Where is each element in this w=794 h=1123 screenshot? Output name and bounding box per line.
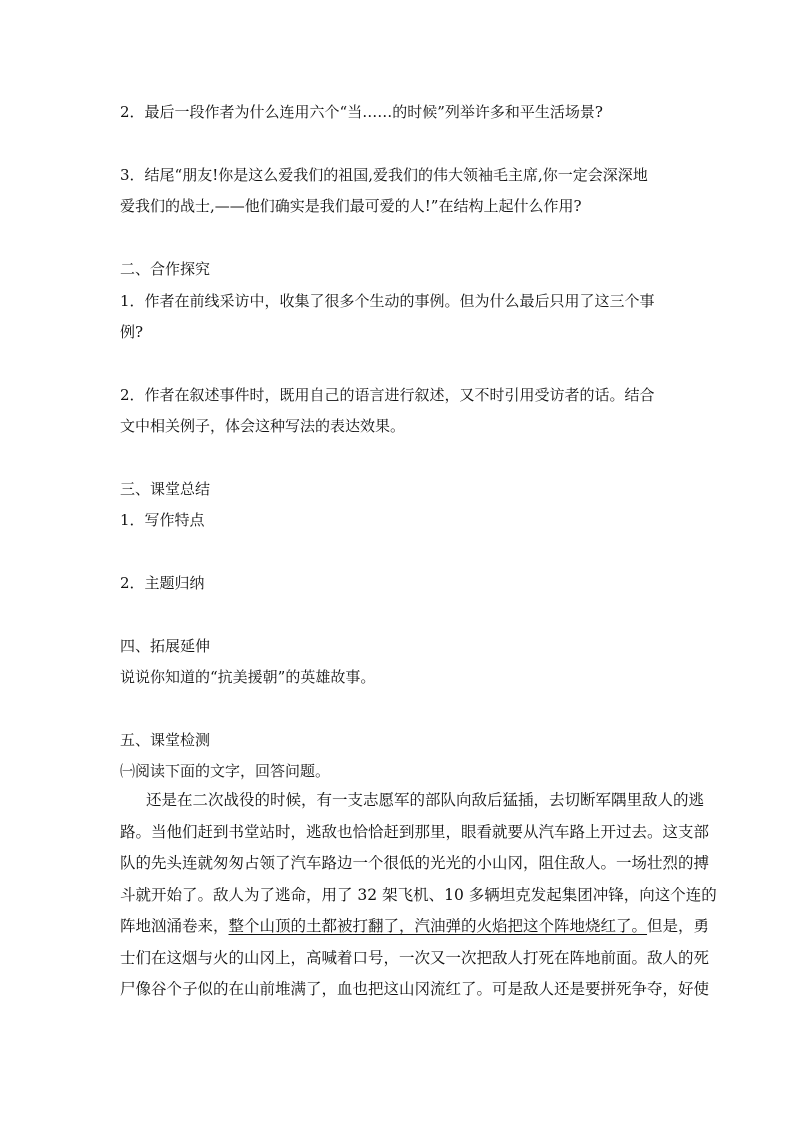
section-4-heading: 四、拓展延伸 (120, 637, 211, 655)
passage-line-3: 队的先头连就匆匆占领了汽车路边一个很低的光光的小山冈，阻住敌人。一场壮烈的搏 (120, 854, 710, 872)
section-2-question-2-line-1: 2．作者在叙述事件时，既用自己的语言进行叙述，又不时引用受访者的话。结合 (120, 386, 655, 404)
section-3-heading: 三、课堂总结 (120, 480, 211, 498)
passage-line-1: 还是在二次战役的时候，有一支志愿军的部队向敌后猛插，去切断军隅里敌人的逃 (146, 791, 705, 809)
question-2: 2．最后一段作者为什么连用六个“当……的时候”列举许多和平生活场景? (120, 103, 603, 121)
passage-line-4: 斗就开始了。敌人为了逃命，用了 32 架飞机、10 多辆坦克发起集团冲锋，向这个连的 (120, 886, 717, 904)
section-3-item-2: 2．主题归纳 (120, 574, 205, 592)
passage-line-5-after: 但是，勇 (647, 917, 710, 935)
section-5-sub-heading: ㈠阅读下面的文字，回答问题。 (120, 762, 331, 780)
passage-line-7: 尸像谷个子似的在山前堆满了，血也把这山冈流红了。可是敌人还是要拼死争夺，好使 (120, 980, 710, 998)
section-2-question-2-line-2: 文中相关例子，体会这种写法的表达效果。 (120, 417, 406, 435)
section-2-heading: 二、合作探究 (120, 260, 211, 278)
question-3-line-1: 3．结尾“朋友!你是这么爱我们的祖国,爱我们的伟大领袖毛主席,你一定会深深地 (120, 166, 648, 184)
passage-line-6: 士们在这烟与火的山冈上，高喊着口号，一次又一次把敌人打死在阵地前面。敌人的死 (120, 949, 710, 967)
section-2-question-1-line-1: 1．作者在前线采访中，收集了很多个生动的事例。但为什么最后只用了这三个事 (120, 292, 655, 310)
question-3-line-2: 爱我们的战士,——他们确实是我们最可爱的人!”在结构上起什么作用? (120, 197, 582, 215)
section-3-item-1: 1．写作特点 (120, 511, 205, 529)
section-2-question-1-line-2: 例? (120, 323, 144, 341)
passage-line-5 (120, 916, 710, 936)
section-4-text: 说说你知道的“抗美援朝”的英雄故事。 (120, 668, 376, 686)
passage-line-2: 路。当他们赶到书堂站时，逃敌也恰恰赶到那里，眼看就要从汽车路上开过去。这支部 (120, 823, 710, 841)
passage-line-5-before: 阵地汹涌卷来， (120, 917, 229, 935)
passage-underlined-sentence: 整个山顶的土都被打翻了，汽油弹的火焰把这个阵地烧红了。 (228, 917, 648, 935)
section-5-heading: 五、课堂检测 (120, 731, 211, 749)
